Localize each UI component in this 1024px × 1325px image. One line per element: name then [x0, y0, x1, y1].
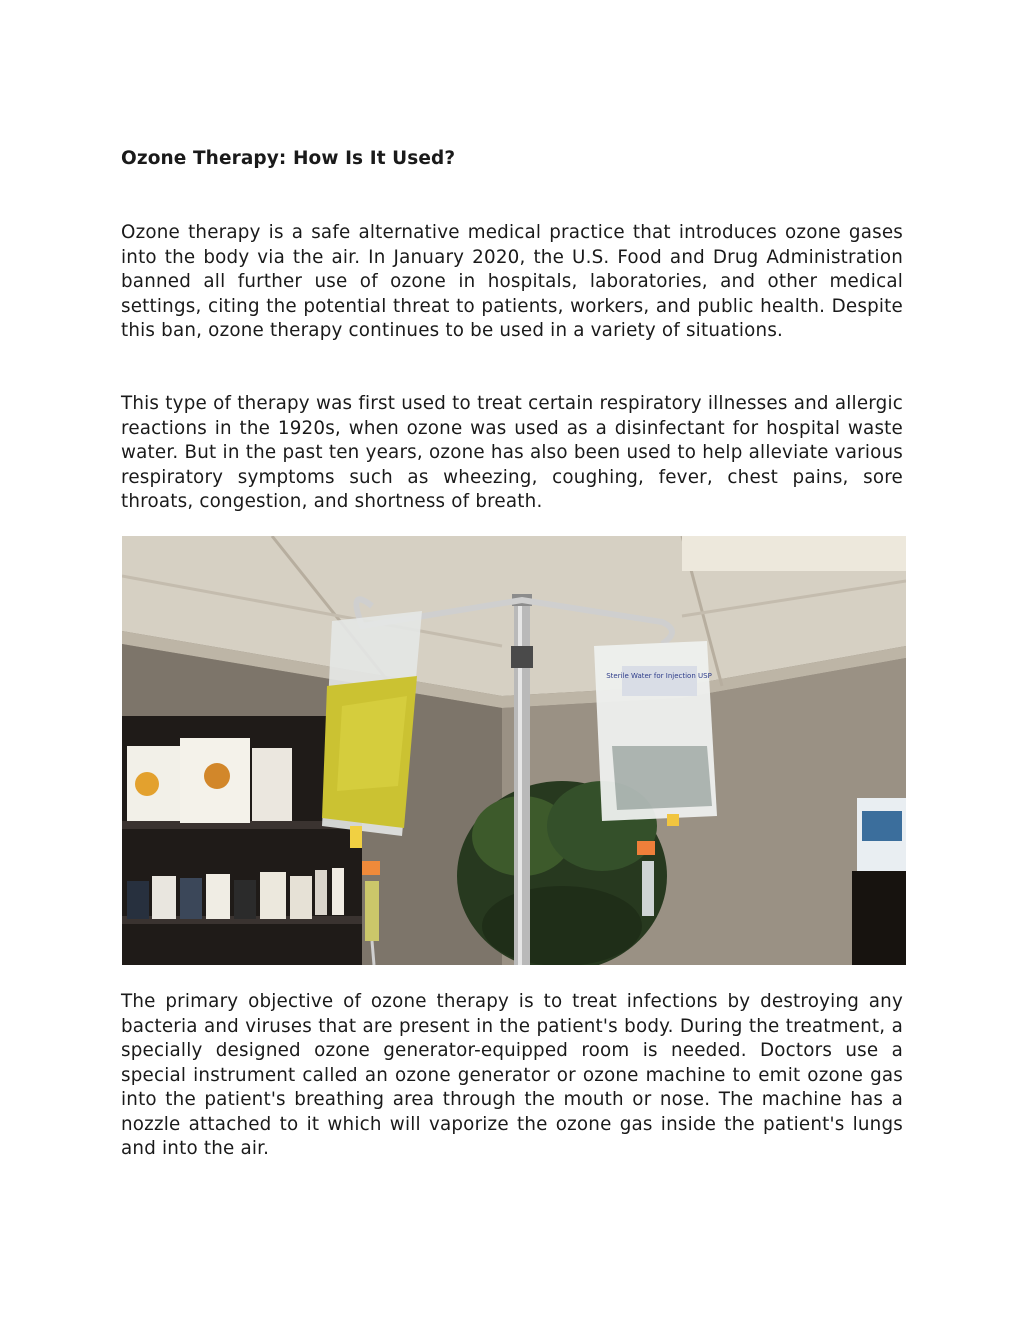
paragraph-intro: Ozone therapy is a safe alternative medical practice that introduces ozone gases into the body via the air. In January 2020, the U.S. Food and Drug Administration banned all further use of ozone in hospitals, laboratories, and other medical settings, citing the potential threat to patients, workers, and public health. Despite this ban, ozone therapy continues to be used in a variety of situations. [121, 222, 903, 341]
iv-bags-photo [122, 536, 906, 965]
page-title: Ozone Therapy: How Is It Used? [121, 148, 456, 169]
right-cabinet [852, 798, 906, 965]
paragraph-objective: The primary objective of ozone therapy is to treat infections by destroying any bacteria and viruses that are present in the patient's body. During the treatment, a specially designed ozone generator-equipped room is needed. Doctors use a special instrument called an ozone generator or ozone machine to emit ozone gas into the patient's breathing area through the mouth or nose. The machine has a nozzle attached to it which will vaporize the ozone gas inside the patient's lungs and into the air. [121, 991, 903, 1159]
bag-label: Sterile Water for Injection USP [606, 672, 712, 680]
paragraph-history: This type of therapy was first used to treat certain respiratory illnesses and allergic reactions in the 1920s, when ozone was used as a disinfectant for hospital waste water. But in the past ten years, ozone has also been used to help alleviate various respiratory symptoms such as wheezing, coughing, fever, chest pains, sore throats, congestion, and shortness of breath. [121, 393, 903, 512]
